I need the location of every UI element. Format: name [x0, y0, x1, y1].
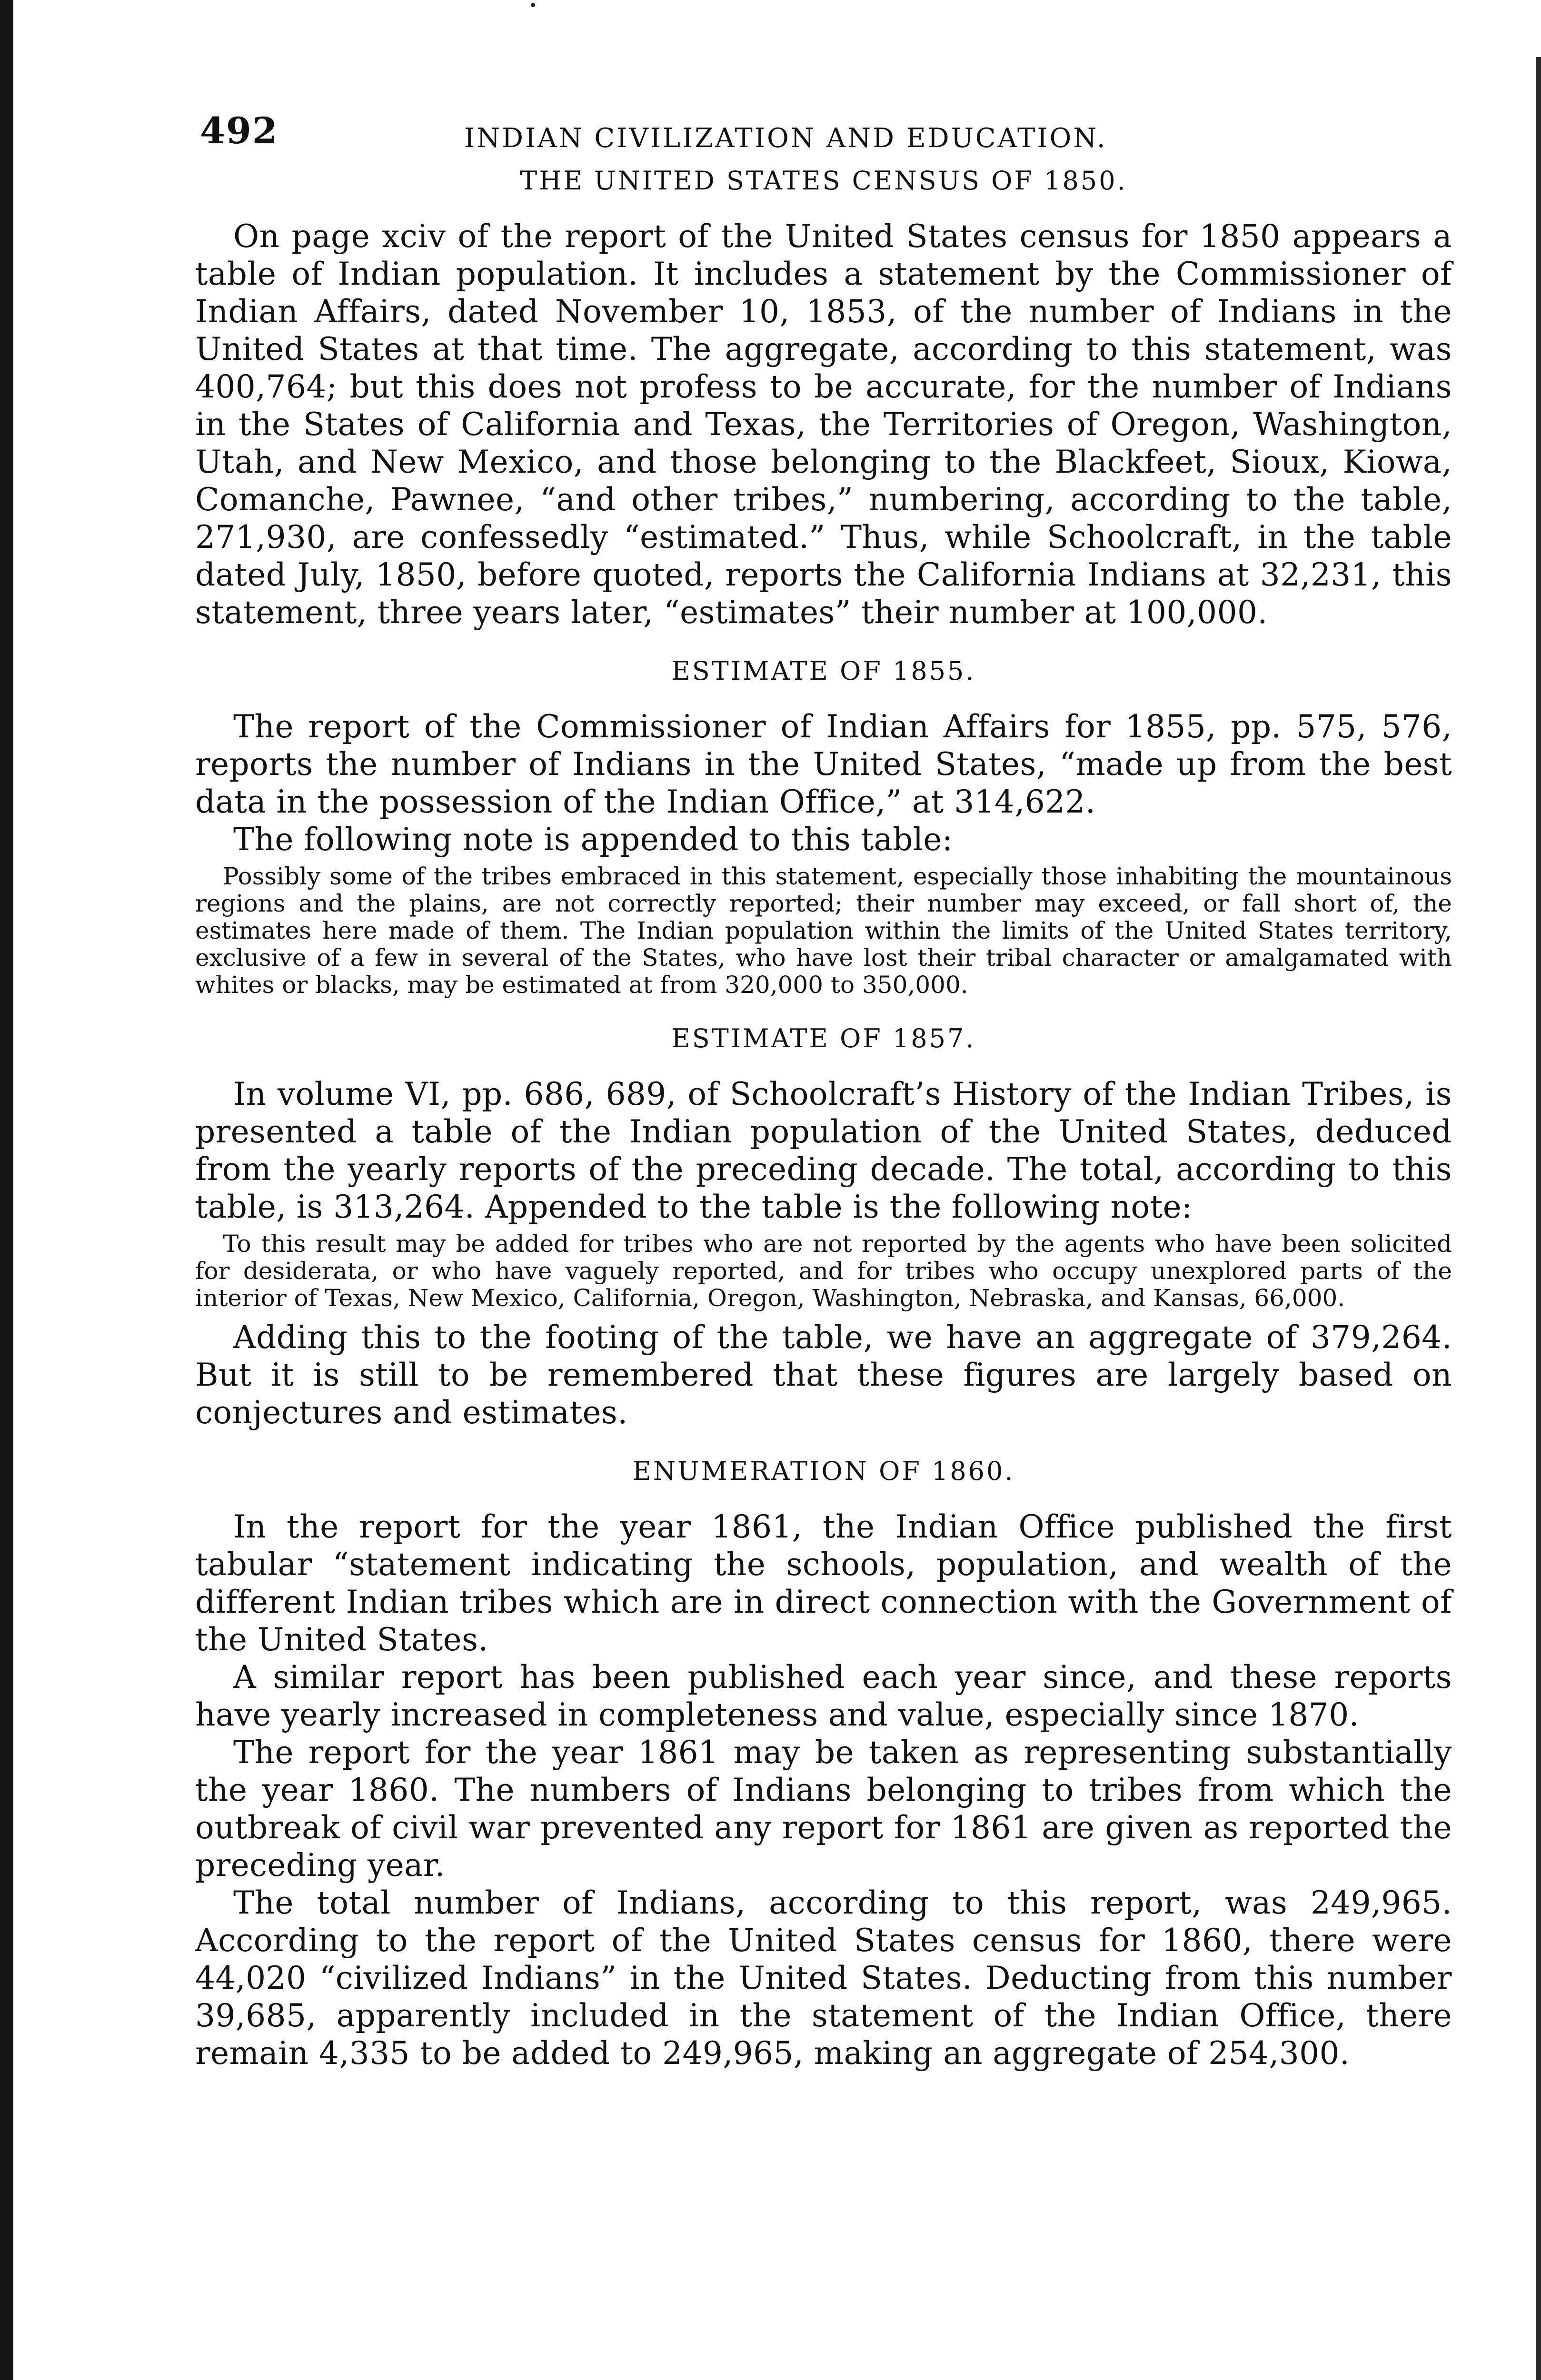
paragraph-enumeration-1860-1: In the report for the year 1861, the Indian Office published the first tabular “statement indicating the schools, population, and wealth of the different Indian tribes which are in direct connection with the Government of the United States. — [195, 1508, 1452, 1658]
page-number: 492 — [200, 109, 278, 152]
paragraph-estimate-1857: In volume VI, pp. 686, 689, of Schoolcraft’s History of the Indian Tribes, is presented a table of the Indian population of the United States, deduced from the yearly reports of the preceding decade. The total, according to this table, is 313,264. Appended to the table is the following note: — [195, 1076, 1452, 1225]
paragraph-estimate-1857-aggregate: Adding this to the footing of the table, we have an aggregate of 379,264. But it is still to be remembered that these figures are largely based on conjectures and estimates. — [195, 1319, 1452, 1431]
heading-estimate-1857: ESTIMATE OF 1857. — [671, 1023, 976, 1053]
running-title: INDIAN CIVILIZATION AND EDUCATION. — [464, 123, 1107, 154]
paragraph-enumeration-1860-2: A similar report has been published each year since, and these reports have yearly increased in completeness and value, especially since 1870. — [195, 1659, 1452, 1733]
paragraph-census-1850: On page xciv of the report of the United States census for 1850 appears a table of Indian population. It includes a statement by the Commissioner of Indian Affairs, dated November 10, 1853, of the number of Indians in the United States at that time. The aggregate, according to this statement, was 400,764; but this does not profess to be accurate, for the number of Indians in the States of California and Texas, the Territories of Oregon, Washington, Utah, and New Mexico, and those belonging to the Blackfeet, Sioux, Kiowa, Comanche, Pawnee, “and other tribes,” numbering, according to the table, 271,930, are confessedly “estimated.” Thus, while Schoolcraft, in the table dated July, 1850, before quoted, reports the California Indians at 32,231, this statement, three years later, “estimates” their number at 100,000. — [195, 218, 1452, 631]
page-content — [195, 109, 1452, 2072]
paragraph-estimate-1855-intro-note: The following note is appended to this table: — [233, 821, 953, 858]
paragraph-enumeration-1860-3: The report for the year 1861 may be taken as representing substantially the year 1860. The numbers of Indians belonging to tribes from which the outbreak of civil war prevented any report for 1861 are given as reported the preceding year. — [195, 1734, 1452, 1884]
paragraph-enumeration-1860-4: The total number of Indians, according to this report, was 249,965. According to the report of the United States census for 1860, there were 44,020 “civilized Indians” in the United States. Deducting from this number 39,685, apparently included in the statement of the Indian Office, there remain 4,335 to be added to 249,965, making an aggregate of 254,300. — [195, 1884, 1452, 2072]
heading-estimate-1855: ESTIMATE OF 1855. — [671, 656, 976, 686]
scan-edge-left — [0, 0, 13, 2380]
heading-census-1850: THE UNITED STATES CENSUS OF 1850. — [520, 166, 1127, 196]
running-head — [195, 109, 1452, 162]
scan-edge-right — [1536, 57, 1541, 2380]
note-estimate-1855: Possibly some of the tribes embraced in this statement, especially those inhabiting the mountainous regions and the plains, are not correctly reported; their number may exceed, or fall short of, the estimates here made of them. The Indian population within the limits of the United States territory, exclusive of a few in several of the States, who have lost their tribal character or amalgamated with whites or blacks, may be estimated at from 320,000 to 350,000. — [195, 863, 1452, 999]
paragraph-estimate-1855: The report of the Commissioner of Indian Affairs for 1855, pp. 575, 576, reports the number of Indians in the United States, “made up from the best data in the possession of the Indian Office,” at 314,622. — [195, 708, 1452, 820]
heading-enumeration-1860: ENUMERATION OF 1860. — [632, 1456, 1015, 1486]
scan-speck — [531, 3, 535, 7]
note-estimate-1857: To this result may be added for tribes who are not reported by the agents who have been solicited for desiderata, or who have vaguely reported, and for tribes who occupy unexplored parts of the interior of Texas, New Mexico, California, Oregon, Washington, Nebraska, and Kansas, 66,000. — [195, 1230, 1452, 1312]
